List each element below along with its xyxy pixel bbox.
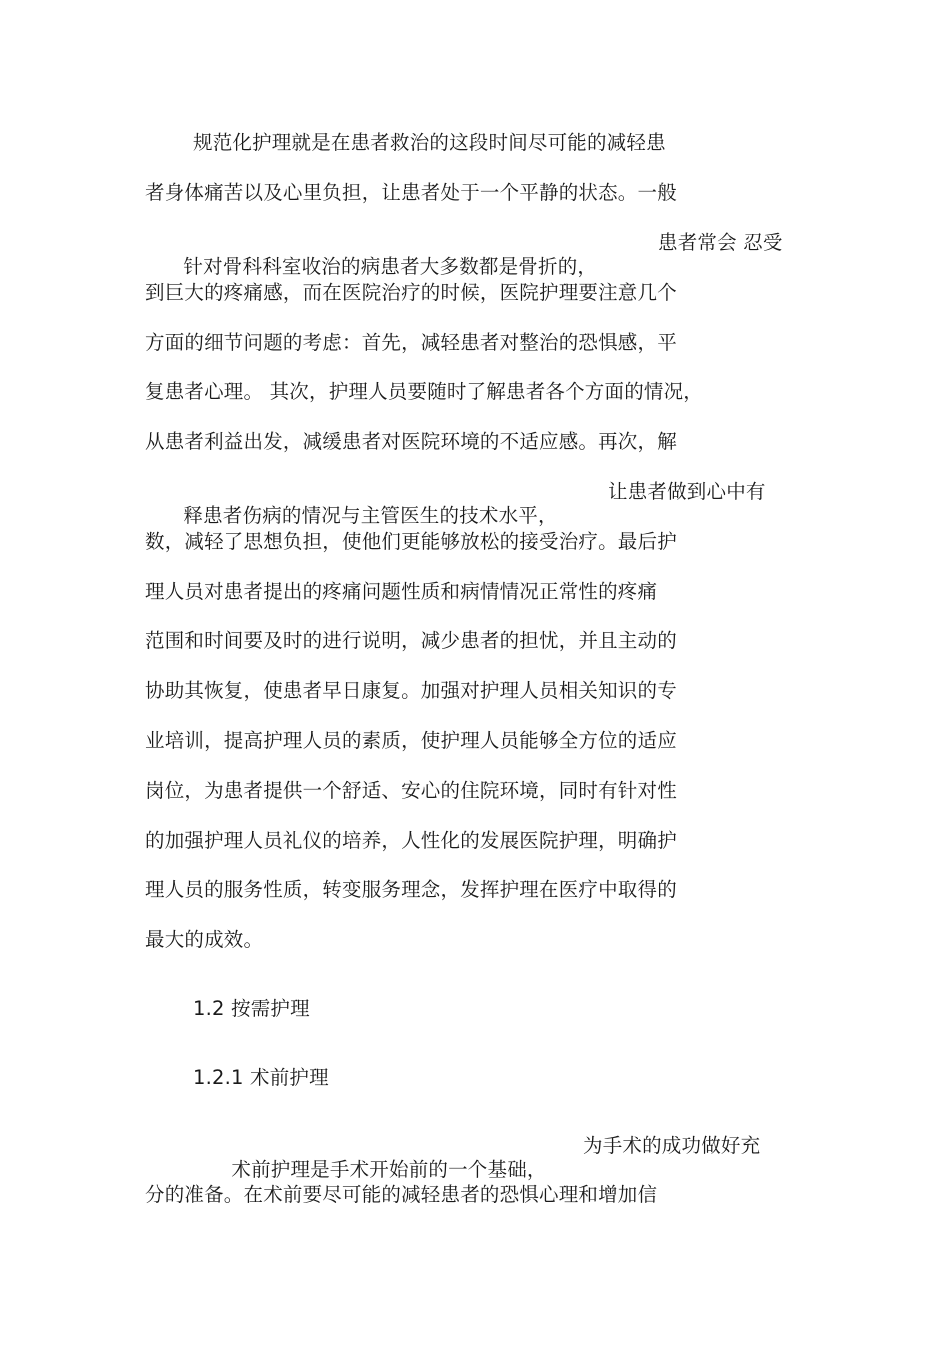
paragraph-line: 从患者利益出发，减缓患者对医院环境的不适应感。再次，解 xyxy=(145,430,677,453)
paragraph-line-head: 术前护理是手术开始前的一个基础， xyxy=(231,1158,547,1181)
paragraph-line-tail: 为手术的成功做好充 xyxy=(583,1134,761,1157)
paragraph-line: 范围和时间要及时的进行说明，减少患者的担忧，并且主动的 xyxy=(145,629,677,652)
paragraph-line xyxy=(145,231,783,327)
paragraph-line: 者身体痛苦以及心里负担，让患者处于一个平静的状态。一般 xyxy=(145,181,677,204)
paragraph-line: 到巨大的疼痛感，而在医院治疗的时候，医院护理要注意几个 xyxy=(145,281,677,304)
paragraph-line: 最大的成效。 xyxy=(145,928,264,951)
paragraph-line xyxy=(145,480,766,576)
paragraph-line: 复患者心理。 其次，护理人员要随时了解患者各个方面的情况， xyxy=(145,380,703,403)
section-heading-1-2-1: 1.2.1 术前护理 xyxy=(193,1066,329,1089)
paragraph-line: 岗位，为患者提供一个舒适、安心的住院环境，同时有针对性 xyxy=(145,779,677,802)
paragraph-line: 方面的细节问题的考虑：首先，减轻患者对整治的恐惧感，平 xyxy=(145,331,677,354)
paragraph-line: 业培训，提高护理人员的素质，使护理人员能够全方位的适应 xyxy=(145,729,677,752)
paragraph-line: 理人员的服务性质，转变服务理念，发挥护理在医疗中取得的 xyxy=(145,878,677,901)
paragraph-line: 数，减轻了思想负担，使他们更能够放松的接受治疗。最后护 xyxy=(145,530,677,553)
paragraph-line: 的加强护理人员礼仪的培养，人性化的发展医院护理，明确护 xyxy=(145,829,677,852)
paragraph-line-head: 释患者伤病的情况与主管医生的技术水平， xyxy=(183,504,558,527)
paragraph-line: 协助其恢复，使患者早日康复。加强对护理人员相关知识的专 xyxy=(145,679,677,702)
section-heading-1-2: 1.2 按需护理 xyxy=(193,997,310,1020)
paragraph-line-tail: 患者常会 忍受 xyxy=(658,231,783,254)
paragraph-line xyxy=(193,1134,761,1230)
paragraph-line-head: 针对骨科科室收治的病患者大多数都是骨折的， xyxy=(183,255,598,278)
paragraph-line-tail: 让患者做到心中有 xyxy=(608,480,766,503)
paragraph-line: 分的准备。在术前要尽可能的减轻患者的恐惧心理和增加信 xyxy=(145,1183,658,1206)
paragraph-line: 理人员对患者提出的疼痛问题性质和病情情况正常性的疼痛 xyxy=(145,580,658,603)
paragraph-line: 规范化护理就是在患者救治的这段时间尽可能的减轻患 xyxy=(193,131,666,154)
